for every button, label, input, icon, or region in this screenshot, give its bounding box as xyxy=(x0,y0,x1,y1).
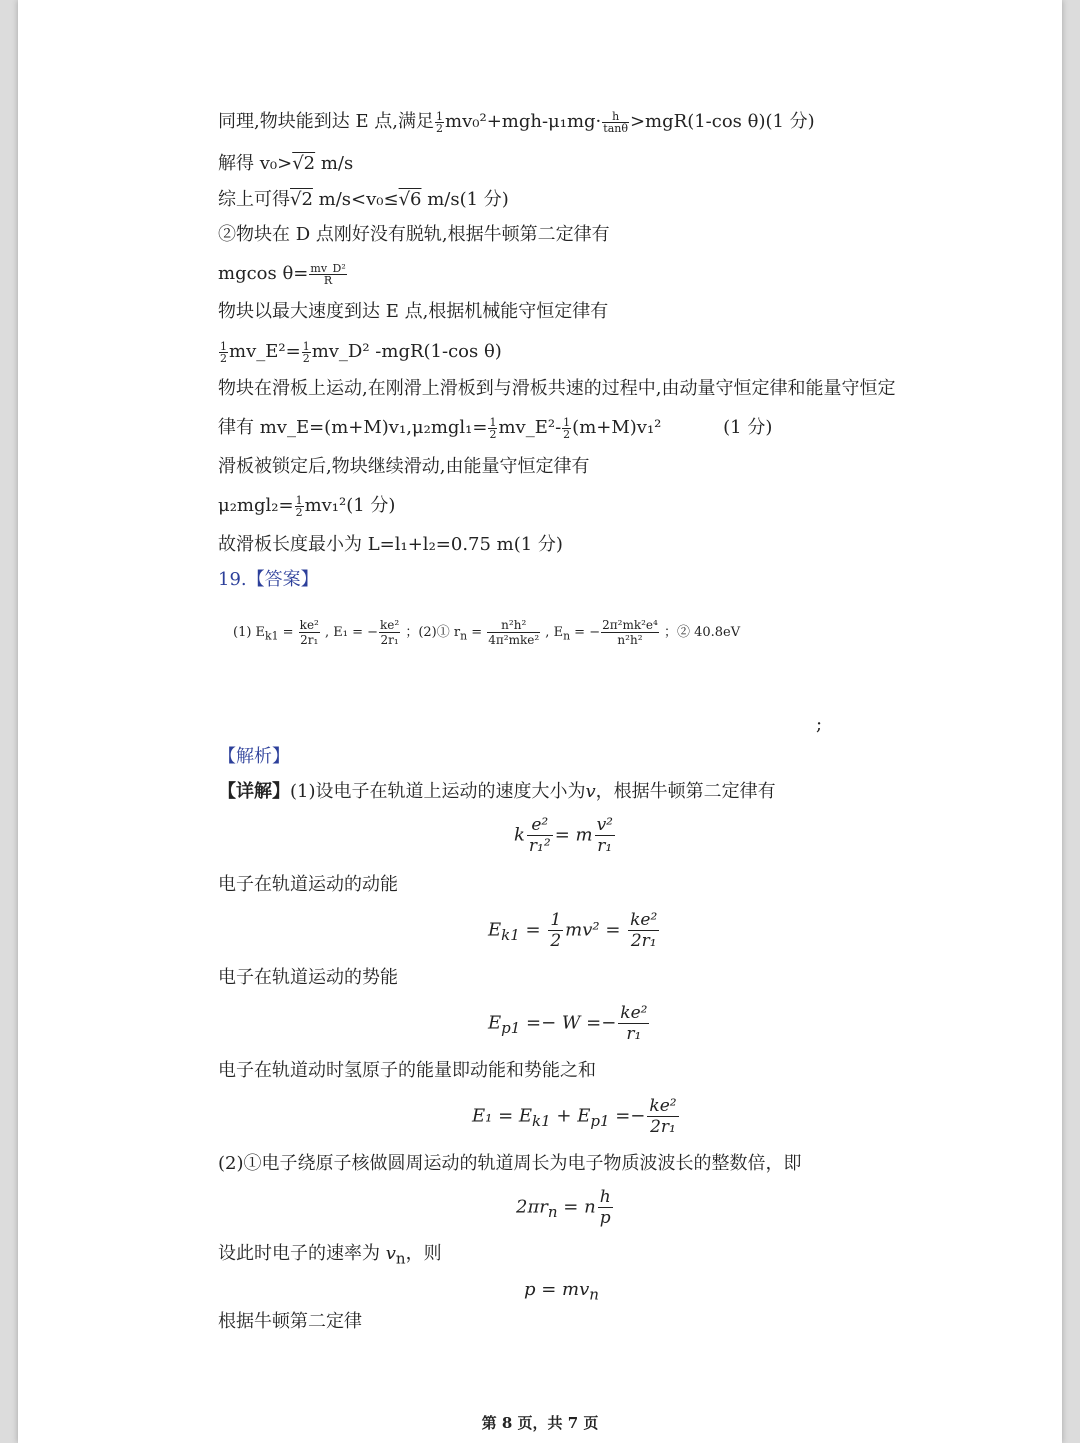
fraction: $\frac{h}{\tan\theta}$ xyxy=(603,109,628,135)
text-line: 电子在轨道运动的动能 xyxy=(218,874,398,895)
fraction: $\frac{\text{mv\_D²}}{R}$ xyxy=(310,261,346,287)
text-line: 设此时电子的速率为 $v_n$，则 xyxy=(218,1243,442,1268)
text-line: 故滑板长度最小为 L=l₁+l₂=0.75 m(1 分) xyxy=(218,534,563,555)
semicolon: ; xyxy=(816,714,823,735)
document-page xyxy=(18,0,1062,1443)
text-line: 【详解】(1)设电子在轨道上运动的速度大小为v，根据牛顿第二定律有 xyxy=(218,781,776,802)
equation: $E_{k1}$ = $\frac{1}{2}$ mv² = $\frac{\text{ke²}}{\text{2r₁}}$ xyxy=(488,910,658,951)
analysis-tag: 【解析】 xyxy=(218,746,290,767)
text-line xyxy=(218,110,815,134)
text-line: 解得 v₀>√2 m/s xyxy=(218,153,354,174)
score-label: (1 分) xyxy=(723,417,773,438)
text-line: 电子在轨道动时氢原子的能量即动能和势能之和 xyxy=(218,1060,596,1081)
text-line: 物块以最大速度到达 E 点,根据机械能守恒定律有 xyxy=(218,301,609,322)
fraction: $\frac{1}{2}$ xyxy=(436,109,444,135)
equation: k $\frac{\text{e²}}{\text{r₁²}}$ = m $\frac{\text{v²}}{\text{r₁}}$ xyxy=(514,815,613,856)
answer-tag: 【答案】 xyxy=(246,569,319,590)
text: mv₀²+mgh-μ₁mg· xyxy=(445,111,602,132)
text-line: (2)①电子绕原子核做圆周运动的轨道周长为电子物质波波长的整数倍，即 xyxy=(218,1153,802,1174)
answer-formula: (1) $E_{k1}$ = $\frac{\text{ke²}}{\text{2r₁}}$ , E₁ = − $\frac{\text{ke²}}{\text{2r₁}}$ ；(2)① $r_n$ = $\frac{\text{n²h²}}{\text{4π²mke²}}$ , $E_n$ = − $\frac{\text{2π²mk²e⁴}}{\text{n²h²}}$ ；② 40.8eV xyxy=(233,618,741,647)
text-line: mgcos θ= $\frac{\text{mv\_D²}}{R}$ xyxy=(218,261,346,287)
text-line: 电子在轨道运动的势能 xyxy=(218,967,398,988)
equation: $p = mv_n$ xyxy=(524,1279,599,1304)
text: 同理,物块能到达 E 点,满足 xyxy=(218,111,435,132)
text-line: 根据牛顿第二定律 xyxy=(218,1311,362,1332)
text-line: ②物块在 D 点刚好没有脱轨,根据牛顿第二定律有 xyxy=(218,224,610,245)
question-number: 19.【答案】 xyxy=(218,569,319,590)
text-line: μ₂mgl₂= $\frac{1}{2}$ mv₁²(1 分) xyxy=(218,493,396,519)
text-line: 滑板被锁定后,物块继续滑动,由能量守恒定律有 xyxy=(218,456,590,477)
text-line: $\frac{1}{2}$ mv_E²= $\frac{1}{2}$ mv_D² -mgR(1-cos θ) xyxy=(220,339,502,365)
text-line: 综上可得√2 m/s<v₀≤√6 m/s(1 分) xyxy=(218,189,509,210)
page-footer: 第 8 页，共 7 页 xyxy=(481,1414,599,1432)
equation: $E_{p1} =- W$ =− $\frac{\text{ke²}}{\text{r₁}}$ xyxy=(488,1003,648,1044)
text-line: 律有 mv_E=(m+M)v₁,μ₂mgl₁= $\frac{1}{2}$ mv_E²- $\frac{1}{2}$ (m+M)v₁² (1 分) xyxy=(218,415,773,441)
text: >mgR(1-cos θ)(1 分) xyxy=(629,111,815,132)
text-line: 物块在滑板上运动,在刚滑上滑板到与滑板共速的过程中,由动量守恒定律和能量守恒定 xyxy=(218,378,896,399)
equation: $E_1 = E_{k1} + E_{p1}$ =− $\frac{\text{ke²}}{\text{2r₁}}$ xyxy=(472,1096,677,1137)
equation: $2\pi r_n = n$ $\frac{h}{p}$ xyxy=(516,1187,611,1228)
